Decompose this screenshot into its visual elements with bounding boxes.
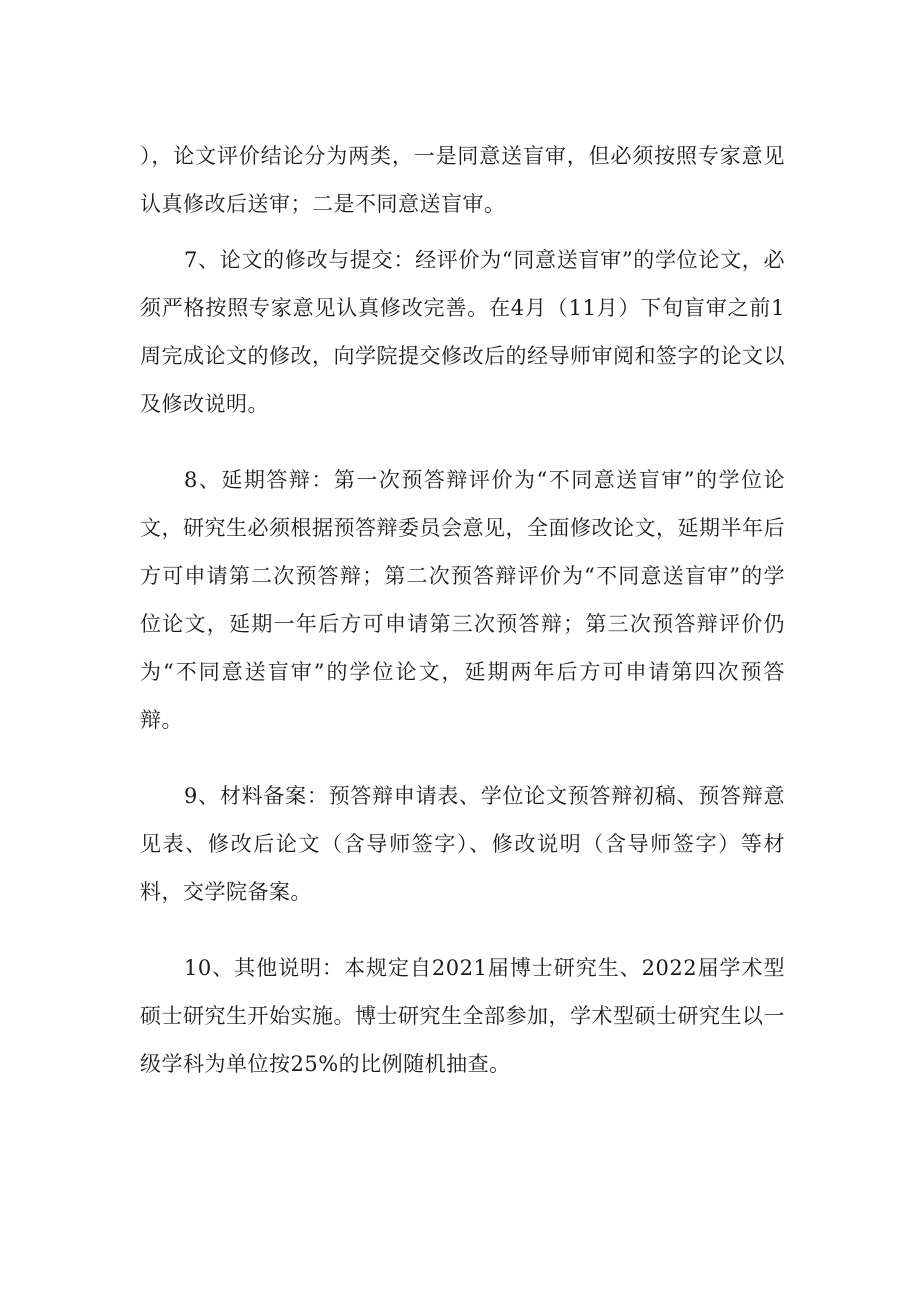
document-body [140, 132, 785, 1116]
paragraph-continuation: ），论文评价结论分为两类，一是同意送盲审，但必须按照专家意见认真修改后送审；二是不同意送盲审。 [140, 144, 785, 216]
paragraph-item-8-deferred-defense: 8、延期答辩：第一次预答辩评价为“不同意送盲审”的学位论文，研究生必须根据预答辩委员会意见，全面修改论文，延期半年后方可申请第二次预答辩；第二次预答辩评价为“不同意送盲审”的学位论文，延期一年后方可申请第三次预答辩；第三次预答辩评价仍为“不同意送盲审”的学位论文，延期两年后方可申请第四次预答辩。 [140, 468, 785, 732]
paragraph-item-9-material-filing: 9、材料备案：预答辩申请表、学位论文预答辩初稿、预答辩意见表、修改后论文（含导师签字）、修改说明（含导师签字）等材料，交学院备案。 [140, 784, 785, 904]
paragraph-item-10-other-notes: 10、其他说明：本规定自2021届博士研究生、2022届学术型硕士研究生开始实施。博士研究生全部参加，学术型硕士研究生以一级学科为单位按25%的比例随机抽查。 [140, 956, 785, 1076]
paragraph-item-7-revision-submission: 7、论文的修改与提交：经评价为“同意送盲审”的学位论文，必须严格按照专家意见认真修改完善。在4月（11月）下旬盲审之前1周完成论文的修改，向学院提交修改后的经导师审阅和签字的论文以及修改说明。 [140, 248, 785, 416]
